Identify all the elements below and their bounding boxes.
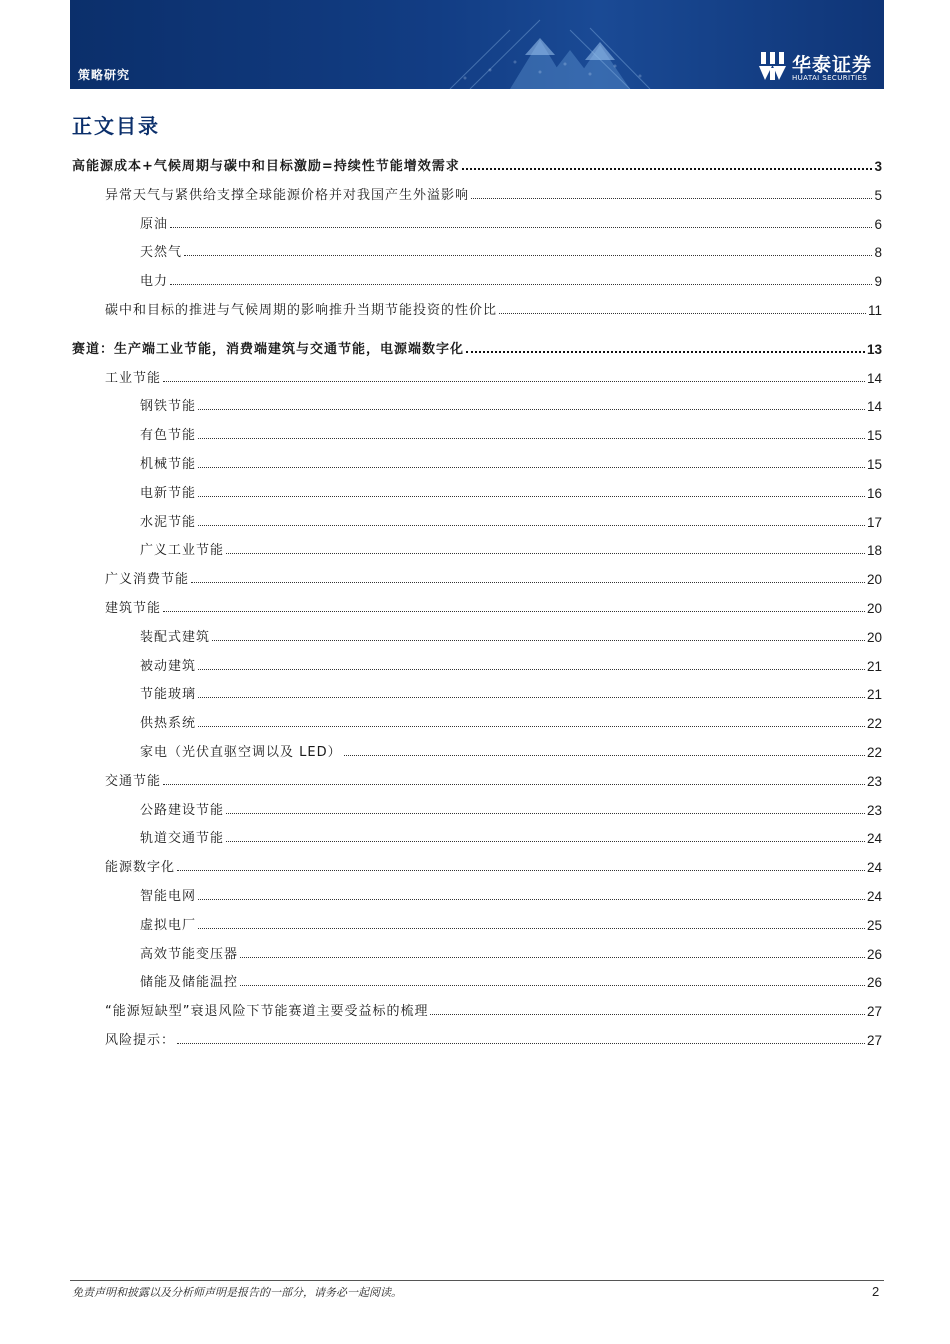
- toc-entry[interactable]: [140, 479, 882, 501]
- toc-leader-dots: [170, 283, 872, 285]
- toc-entry-label: 轨道交通节能: [140, 831, 225, 847]
- toc-entry[interactable]: [72, 152, 882, 174]
- toc-entry[interactable]: [140, 940, 882, 962]
- toc-leader-dots: [212, 639, 865, 641]
- brand-name-cn: 华泰证券: [792, 54, 873, 76]
- toc-entry-label: 能源数字化: [105, 860, 176, 876]
- toc-entry-page: 8: [874, 245, 882, 261]
- toc-entry[interactable]: [140, 968, 882, 990]
- toc-entry-page: 15: [866, 428, 882, 444]
- toc-entry-page: 24: [866, 889, 882, 904]
- toc-entry-label: 机械节能: [140, 457, 197, 472]
- toc-entry-page: 26: [866, 946, 882, 962]
- footer-disclaimer: 免责声明和披露以及分析师声明是报告的一部分，请务必一起阅读。: [72, 1286, 402, 1299]
- toc-entry-label: 电力: [140, 274, 169, 290]
- toc-entry-page: 22: [866, 716, 882, 732]
- toc-entry-label: 建筑节能: [105, 601, 162, 616]
- toc-entry[interactable]: [105, 296, 882, 318]
- toc-entry-page: 20: [866, 572, 882, 588]
- toc-entry-label: 被动建筑: [140, 658, 197, 674]
- toc-leader-dots: [462, 167, 873, 170]
- toc-entry-label: 风险提示：: [105, 1033, 176, 1048]
- toc-entry-page: 20: [866, 629, 882, 645]
- toc-entry-page: 24: [866, 860, 882, 876]
- toc-entry-page: 22: [866, 745, 882, 760]
- toc-entry-label: 广义工业节能: [140, 543, 225, 559]
- toc-entry-page: 14: [866, 370, 882, 386]
- toc-entry-page: 24: [866, 831, 882, 847]
- toc-entry-label: 电新节能: [140, 485, 197, 501]
- toc-entry-page: 21: [866, 687, 882, 703]
- toc-entry[interactable]: [140, 623, 882, 645]
- toc-entry-label: 赛道：生产端工业节能，消费端建筑与交通节能，电源端数字化: [72, 341, 465, 357]
- toc-entry[interactable]: [140, 709, 882, 731]
- toc-entry-label: 装配式建筑: [140, 629, 211, 645]
- toc-leader-dots: [198, 898, 865, 900]
- toc-leader-dots: [240, 956, 865, 958]
- toc-entry-page: 26: [866, 975, 882, 991]
- toc-leader-dots: [163, 610, 865, 612]
- toc-entry[interactable]: [140, 882, 882, 904]
- toc-title: 正文目录: [72, 114, 160, 138]
- toc-entry-page: 25: [866, 917, 882, 933]
- toc-entry-page: 9: [874, 274, 882, 290]
- toc-entry-label: 水泥节能: [140, 514, 197, 530]
- toc-entry[interactable]: [105, 594, 882, 616]
- toc-leader-dots: [226, 552, 865, 554]
- toc-entry-label: 家电（光伏直驱空调以及 LED）: [140, 745, 342, 760]
- toc-entry[interactable]: [72, 335, 882, 357]
- toc-leader-dots: [177, 1042, 865, 1044]
- toc-leader-dots: [163, 380, 865, 382]
- toc-leader-dots: [430, 1013, 864, 1015]
- toc-entry-page: 14: [866, 399, 882, 415]
- toc-leader-dots: [198, 408, 865, 410]
- toc-leader-dots: [163, 783, 865, 785]
- toc-entry-label: “能源短缺型”衰退风险下节能赛道主要受益标的梳理: [105, 1004, 429, 1020]
- toc-entry[interactable]: [105, 181, 882, 203]
- toc-entry-page: 23: [866, 802, 882, 818]
- toc-entry-label: 公路建设节能: [140, 802, 225, 818]
- toc-entry[interactable]: [140, 450, 882, 472]
- toc-leader-dots: [471, 197, 872, 199]
- toc-leader-dots: [198, 466, 865, 468]
- toc-entry-label: 交通节能: [105, 773, 162, 789]
- toc-entry[interactable]: [105, 364, 882, 386]
- toc-entry-page: 21: [866, 658, 882, 674]
- toc-entry-label: 节能玻璃: [140, 687, 197, 703]
- toc-entry[interactable]: [140, 911, 882, 933]
- toc-entry[interactable]: [140, 652, 882, 674]
- toc-entry-page: 11: [867, 303, 882, 318]
- toc-leader-dots: [344, 754, 865, 756]
- toc-entry-label: 高效节能变压器: [140, 946, 239, 962]
- footer-divider: [70, 1280, 884, 1281]
- toc-entry-label: 有色节能: [140, 428, 197, 444]
- toc-entry-label: 钢铁节能: [140, 399, 197, 415]
- toc-entry-label: 广义消费节能: [105, 572, 190, 588]
- toc-entry-label: 工业节能: [105, 370, 162, 386]
- toc-entry[interactable]: [140, 824, 882, 846]
- toc-entry[interactable]: [140, 238, 882, 260]
- toc-entry-label: 天然气: [140, 245, 183, 261]
- brand: [758, 50, 878, 86]
- toc-entry-page: 3: [874, 159, 882, 174]
- toc-entry[interactable]: [105, 853, 882, 875]
- footer-page-number: 2: [872, 1284, 880, 1299]
- toc-entry[interactable]: [105, 997, 882, 1019]
- toc-entry-label: 储能及储能温控: [140, 975, 239, 991]
- toc-entry-label: 原油: [140, 216, 169, 232]
- toc-entry-page: 15: [866, 457, 882, 472]
- toc-leader-dots: [191, 581, 865, 583]
- toc-entry-page: 17: [866, 514, 882, 530]
- toc-entry-page: 20: [866, 601, 882, 616]
- toc-leader-dots: [198, 495, 865, 497]
- toc-entry[interactable]: [105, 565, 882, 587]
- toc-entry[interactable]: [140, 738, 882, 760]
- toc-leader-dots: [499, 312, 866, 314]
- toc-entry-page: 6: [874, 216, 882, 232]
- huatai-logo-icon: [758, 50, 788, 82]
- toc-entry-label: 智能电网: [140, 889, 197, 904]
- toc-entry[interactable]: [105, 1026, 882, 1048]
- toc-leader-dots: [177, 869, 865, 871]
- toc-entry-label: 虚拟电厂: [140, 917, 197, 933]
- toc-leader-dots: [198, 725, 865, 727]
- toc-leader-dots: [226, 840, 865, 842]
- header-banner: [70, 0, 884, 89]
- toc-leader-dots: [198, 696, 865, 698]
- toc-leader-dots: [184, 254, 872, 256]
- toc-entry-label: 高能源成本+气候周期与碳中和目标激励=持续性节能增效需求: [72, 159, 460, 174]
- toc-leader-dots: [198, 668, 865, 670]
- toc-leader-dots: [198, 927, 865, 929]
- toc-entry-page: 5: [874, 187, 882, 203]
- toc-entry[interactable]: [140, 210, 882, 232]
- toc-entry[interactable]: [140, 267, 882, 289]
- toc-entry-label: 碳中和目标的推进与气候周期的影响推升当期节能投资的性价比: [105, 303, 498, 318]
- toc-entry[interactable]: [140, 421, 882, 443]
- toc-entry-page: 18: [866, 543, 882, 559]
- toc-entry[interactable]: [140, 536, 882, 558]
- toc-leader-dots: [466, 350, 865, 353]
- section-label: 策略研究: [78, 68, 131, 82]
- toc-leader-dots: [226, 812, 865, 814]
- toc-entry[interactable]: [140, 796, 882, 818]
- toc-leader-dots: [240, 984, 865, 986]
- toc-leader-dots: [198, 437, 865, 439]
- toc-entry[interactable]: [140, 392, 882, 414]
- toc-entry-page: 13: [866, 341, 882, 357]
- toc-entry-page: 27: [866, 1033, 882, 1048]
- toc-entry-page: 23: [866, 773, 882, 789]
- toc-entry-label: 供热系统: [140, 716, 197, 732]
- toc-entry[interactable]: [140, 508, 882, 530]
- toc-entry[interactable]: [140, 680, 882, 702]
- toc-entry-label: 异常天气与紧供给支撑全球能源价格并对我国产生外溢影响: [105, 187, 470, 203]
- toc-entry-page: 16: [866, 485, 882, 501]
- brand-name-en: HUATAI SECURITIES: [792, 74, 868, 82]
- toc-leader-dots: [170, 226, 872, 228]
- toc-entry[interactable]: [105, 767, 882, 789]
- toc-leader-dots: [198, 524, 865, 526]
- toc-entry-page: 27: [866, 1004, 882, 1020]
